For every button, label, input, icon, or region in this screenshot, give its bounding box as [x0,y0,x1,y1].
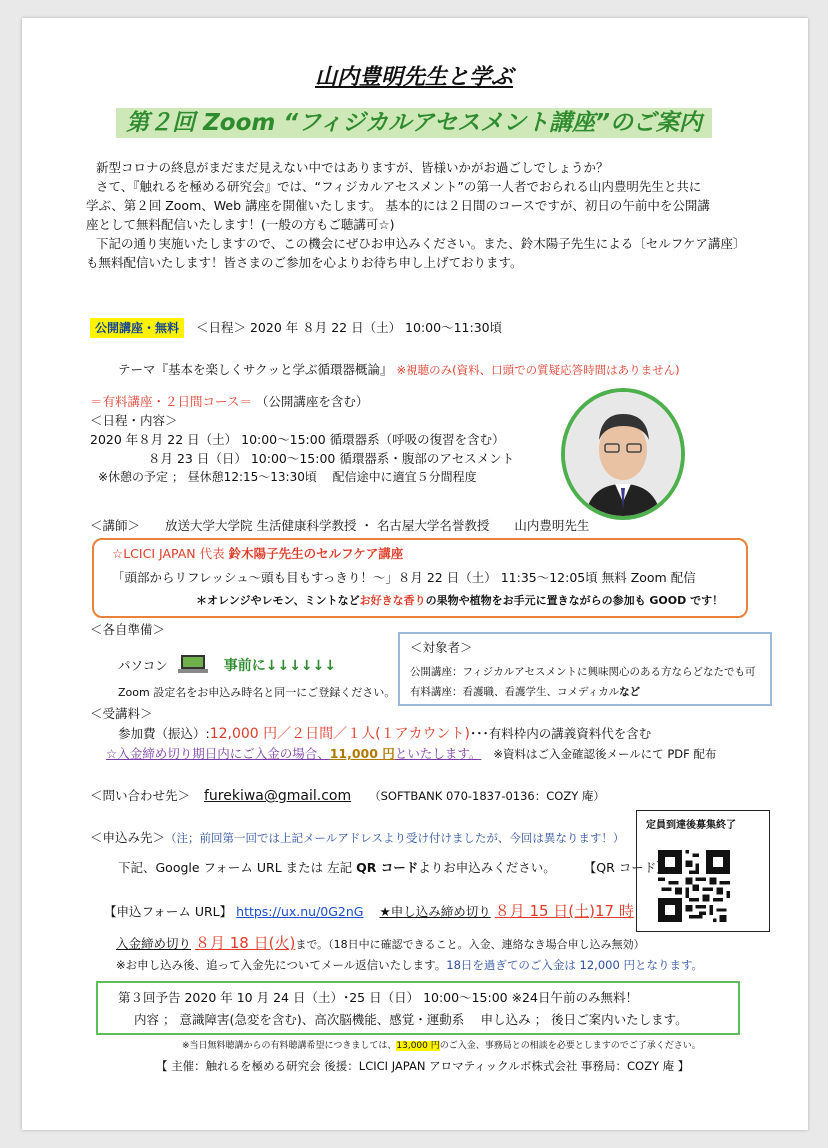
paid-course: ＝有料講座・２日間コース＝ （公開講座を含む） ＜日程・内容＞ 2020 年８月 22 日（土） 10:00～15:00 循環器系（呼吸の復習を含む） ８月 23 日（日） 10:00～15:00 循環器系・腹部のアセスメント ※休憩の予定 ； 昼休憩12:15～13:30頃 配信途中に適宜５分間程度 [90,394,515,484]
reply-note: ※お申し込み後、追って入金先についてメール返信いたします。18日を過ぎてのご入金は 12,000 円となります。 [116,958,704,972]
title-line-2: 第２回 Zoom “フィジカルアセスメント講座”のご案内 [0,104,828,137]
selfcare-note: ＊オレンジやレモン、ミントなどお好きな香りの果物や植物をお手元に置きながらの参加も GOOD です！ [196,594,724,607]
target-heading: ＜対象者＞ [410,640,473,655]
public-schedule: 公開講座・無料 ＜日程＞ 2020 年 ８月 22 日（土） 10:00～11:30頃 [90,318,502,338]
lecturer-photo [561,388,685,520]
intro-paragraph: 新型コロナの終息がまだまだ見えない中ではありますが、皆様いかがお過ごしでしょうか？ さて、『触れるを極める研究会』では、“フィジカルアセスメント”の第一人者でおられる山内豊明先生と共に 学ぶ、第２回 Zoom、Web 講座を開催いたします。 基本的には２日間のコースですが、初日の午前中を公開講 座として無料配信いたします！(一般の方もご聴講可☆) 下記の通り実施いたしますので、この機会にぜひお申込みください。また、鈴木陽子先生による〔セルフケア講座〕 も無料配信いたします！皆さまのご参加を心よりお待ち申し上げております。 [86,160,746,270]
target-paid: 有料講座：看護職、看護学生、コメディカルなど [410,686,641,698]
next-line-2: 内容 ； 意識障害(急変を含む)、高次脳機能、感覚・運動系 申し込み ； 後日ご案内いたします。 [134,1012,688,1027]
target-public: 公開講座：フィジカルアセスメントに興味関心のある方ならどなたでも可 [410,666,756,678]
contact-line: ＜問い合わせ先＞ furekiwa@gmail.com （SOFTBANK 070-1837-0136：COZY 庵） [90,788,605,804]
lecturer-line: ＜講師＞ 放送大学大学院 生活健康科学教授 ・ 名古屋大学名誉教授 山内豊明先生 [90,518,590,533]
fee-heading: ＜受講料＞ [90,706,153,721]
pc-icon [178,654,208,679]
form-url-link[interactable]: https://ux.nu/0G2nG [236,904,364,919]
title-line-1: 山内豊明先生と学ぶ [314,65,513,90]
selfcare-title: ☆LCICI JAPAN 代表 鈴木陽子先生のセルフケア講座 [112,546,404,561]
footnote: ※当日無料聴講からの有料聴講希望につきましては、13,000 円のご入金、事務局との相談を必要としますのでご了承ください。 [182,1041,701,1051]
prep-pc: パソコン 事前に↓↓↓↓↓↓ [118,654,336,679]
contact-email[interactable]: furekiwa@gmail.com [204,788,352,804]
selfcare-line: 「頭部からリフレッシュ～頭も目もすっきり！～」８月 22 日（土） 11:35～12:05頃 無料 Zoom 配信 [112,570,696,585]
prep-heading: ＜各自準備＞ [90,622,166,637]
pay-deadline: 入金締め切り ８月 18 日(火)まで。（18日中に確認できること。入金、連絡なき場合申し込み無効） [116,934,645,952]
qr-code-icon[interactable] [658,850,730,922]
apply-instruction: 下記、Google フォーム URL または 左記 QR コードよりお申込みください。 【QR コード】 [118,860,669,875]
fee-early: ☆入金締め切り期日内にご入金の場合、11,000 円といたします。 ※資料はご入金確認後メールにて PDF 配布 [106,746,717,761]
public-theme: テーマ『基本を楽しくサクッと学ぶ循環器概論』 ※視聴のみ(資料、口頭での質疑応答時間はありません) [118,362,680,377]
sponsor-line: 【 主催：触れるを極める研究会 後援：LCICI JAPAN アロマティックルボ株式会社 事務局：COZY 庵 】 [156,1059,690,1073]
next-line-1: 第３回予告 2020 年 10 月 24 日（土）･25 日（日） 10:00～15:00 ※24日午前のみ無料！ [118,990,638,1005]
apply-line: ＜申込み先＞（注；前回第一回では上記メールアドレスより受け付けましたが、今回は異なります！） [90,830,625,845]
public-free-tag: 公開講座・無料 [90,318,184,338]
full-notice: 定員到達後募集終了 [646,820,736,831]
zoom-note: Zoom 設定名をお申込み時名と同一にご登録ください。 [118,686,396,699]
fee-line: 参加費（振込）:12,000 円／２日間／１人(１アカウント)･･･有料枠内の講義資料代を含む [118,726,652,742]
apply-form: 【申込フォーム URL】 https://ux.nu/0G2nG ★申し込み締め切り ８月 15 日(土)17 時 [104,902,634,920]
